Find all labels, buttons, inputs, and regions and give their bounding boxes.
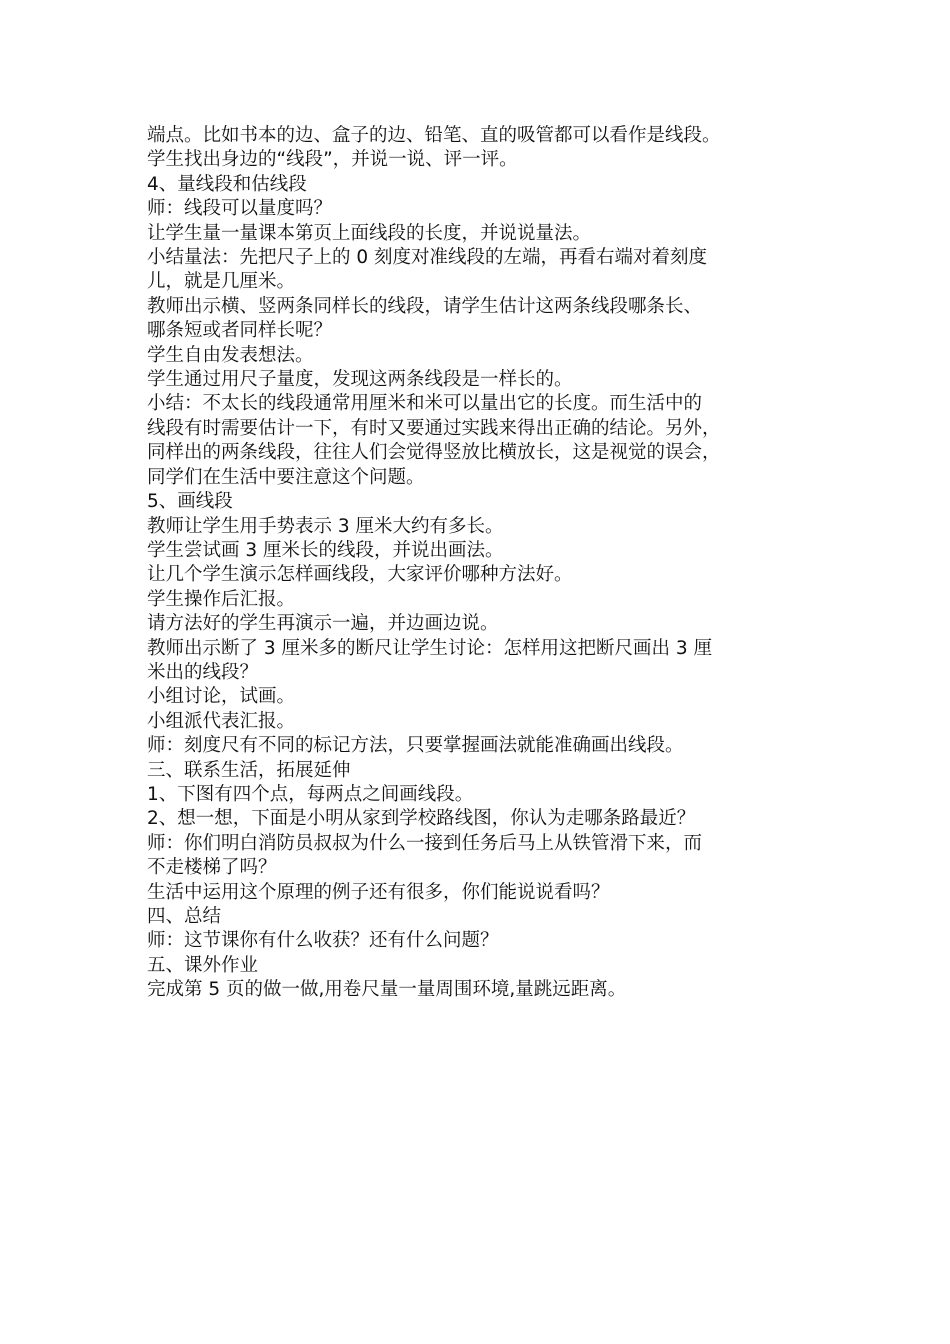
section-heading: 五、课外作业 (147, 954, 259, 976)
section-heading: 5、画线段 (147, 491, 233, 513)
text-line: 学生自由发表想法。 (147, 344, 314, 366)
text-line: 师：线段可以量度吗？ (147, 198, 333, 220)
text-line: 2、想一想，下面是小明从家到学校路线图，你认为走哪条路最近？ (147, 808, 696, 830)
text-line: 完成第 5 页的做一做,用卷尺量一量周围环境,量跳远距离。 (147, 979, 627, 1001)
text-line: 小结量法：先把尺子上的 0 刻度对准线段的左端，再看右端对着刻度 (147, 247, 708, 269)
text-line: 1、下图有四个点，每两点之间画线段。 (147, 783, 474, 805)
document-body (147, 124, 817, 1003)
text-line: 学生通过用尺子量度，发现这两条线段是一样长的。 (147, 369, 573, 391)
text-line: 师：这节课你有什么收获？还有什么问题？ (147, 930, 499, 952)
text-line: 学生找出身边的“线段”，并说一说、评一评。 (147, 149, 518, 171)
text-line: 让几个学生演示怎样画线段，大家评价哪种方法好。 (147, 564, 573, 586)
section-heading: 四、总结 (147, 906, 222, 927)
text-line: 米出的线段？ (147, 661, 259, 683)
text-line: 小组派代表汇报。 (147, 710, 296, 732)
text-line: 同学们在生活中要注意这个问题。 (147, 466, 425, 488)
text-line: 请方法好的学生再演示一遍，并边画边说。 (147, 613, 499, 635)
text-line: 生活中运用这个原理的例子还有很多，你们能说说看吗？ (147, 881, 610, 903)
text-line: 端点。比如书本的边、盒子的边、铅笔、直的吸管都可以看作是线段。 (147, 125, 721, 146)
section-heading: 三、联系生活，拓展延伸 (147, 759, 351, 781)
text-line: 小结：不太长的线段通常用厘米和米可以量出它的长度。而生活中的 (147, 393, 703, 415)
text-line: 让学生量一量课本第页上面线段的长度，并说说量法。 (147, 222, 592, 244)
text-line: 教师出示横、竖两条同样长的线段，请学生估计这两条线段哪条长、 (147, 295, 703, 317)
text-line: 同样出的两条线段，往往人们会觉得竖放比横放长，这是视觉的误会， (147, 442, 721, 464)
text-line: 哪条短或者同样长呢？ (147, 320, 333, 342)
text-line: 不走楼梯了吗？ (147, 857, 277, 879)
text-line: 教师让学生用手势表示 3 厘米大约有多长。 (147, 515, 504, 537)
section-heading: 4、量线段和估线段 (147, 173, 307, 195)
text-line: 教师出示断了 3 厘米多的断尺让学生讨论：怎样用这把断尺画出 3 厘 (147, 637, 713, 659)
text-line: 学生操作后汇报。 (147, 588, 296, 610)
text-line: 师：刻度尺有不同的标记方法，只要掌握画法就能准确画出线段。 (147, 735, 684, 757)
text-line: 学生尝试画 3 厘米长的线段，并说出画法。 (147, 539, 504, 561)
text-line: 儿，就是几厘米。 (147, 271, 296, 293)
text-line: 小组讨论，试画。 (147, 686, 296, 708)
text-line: 线段有时需要估计一下，有时又要通过实践来得出正确的结论。另外， (147, 417, 721, 439)
text-line: 师：你们明白消防员叔叔为什么一接到任务后马上从铁管滑下来，而 (147, 832, 703, 854)
